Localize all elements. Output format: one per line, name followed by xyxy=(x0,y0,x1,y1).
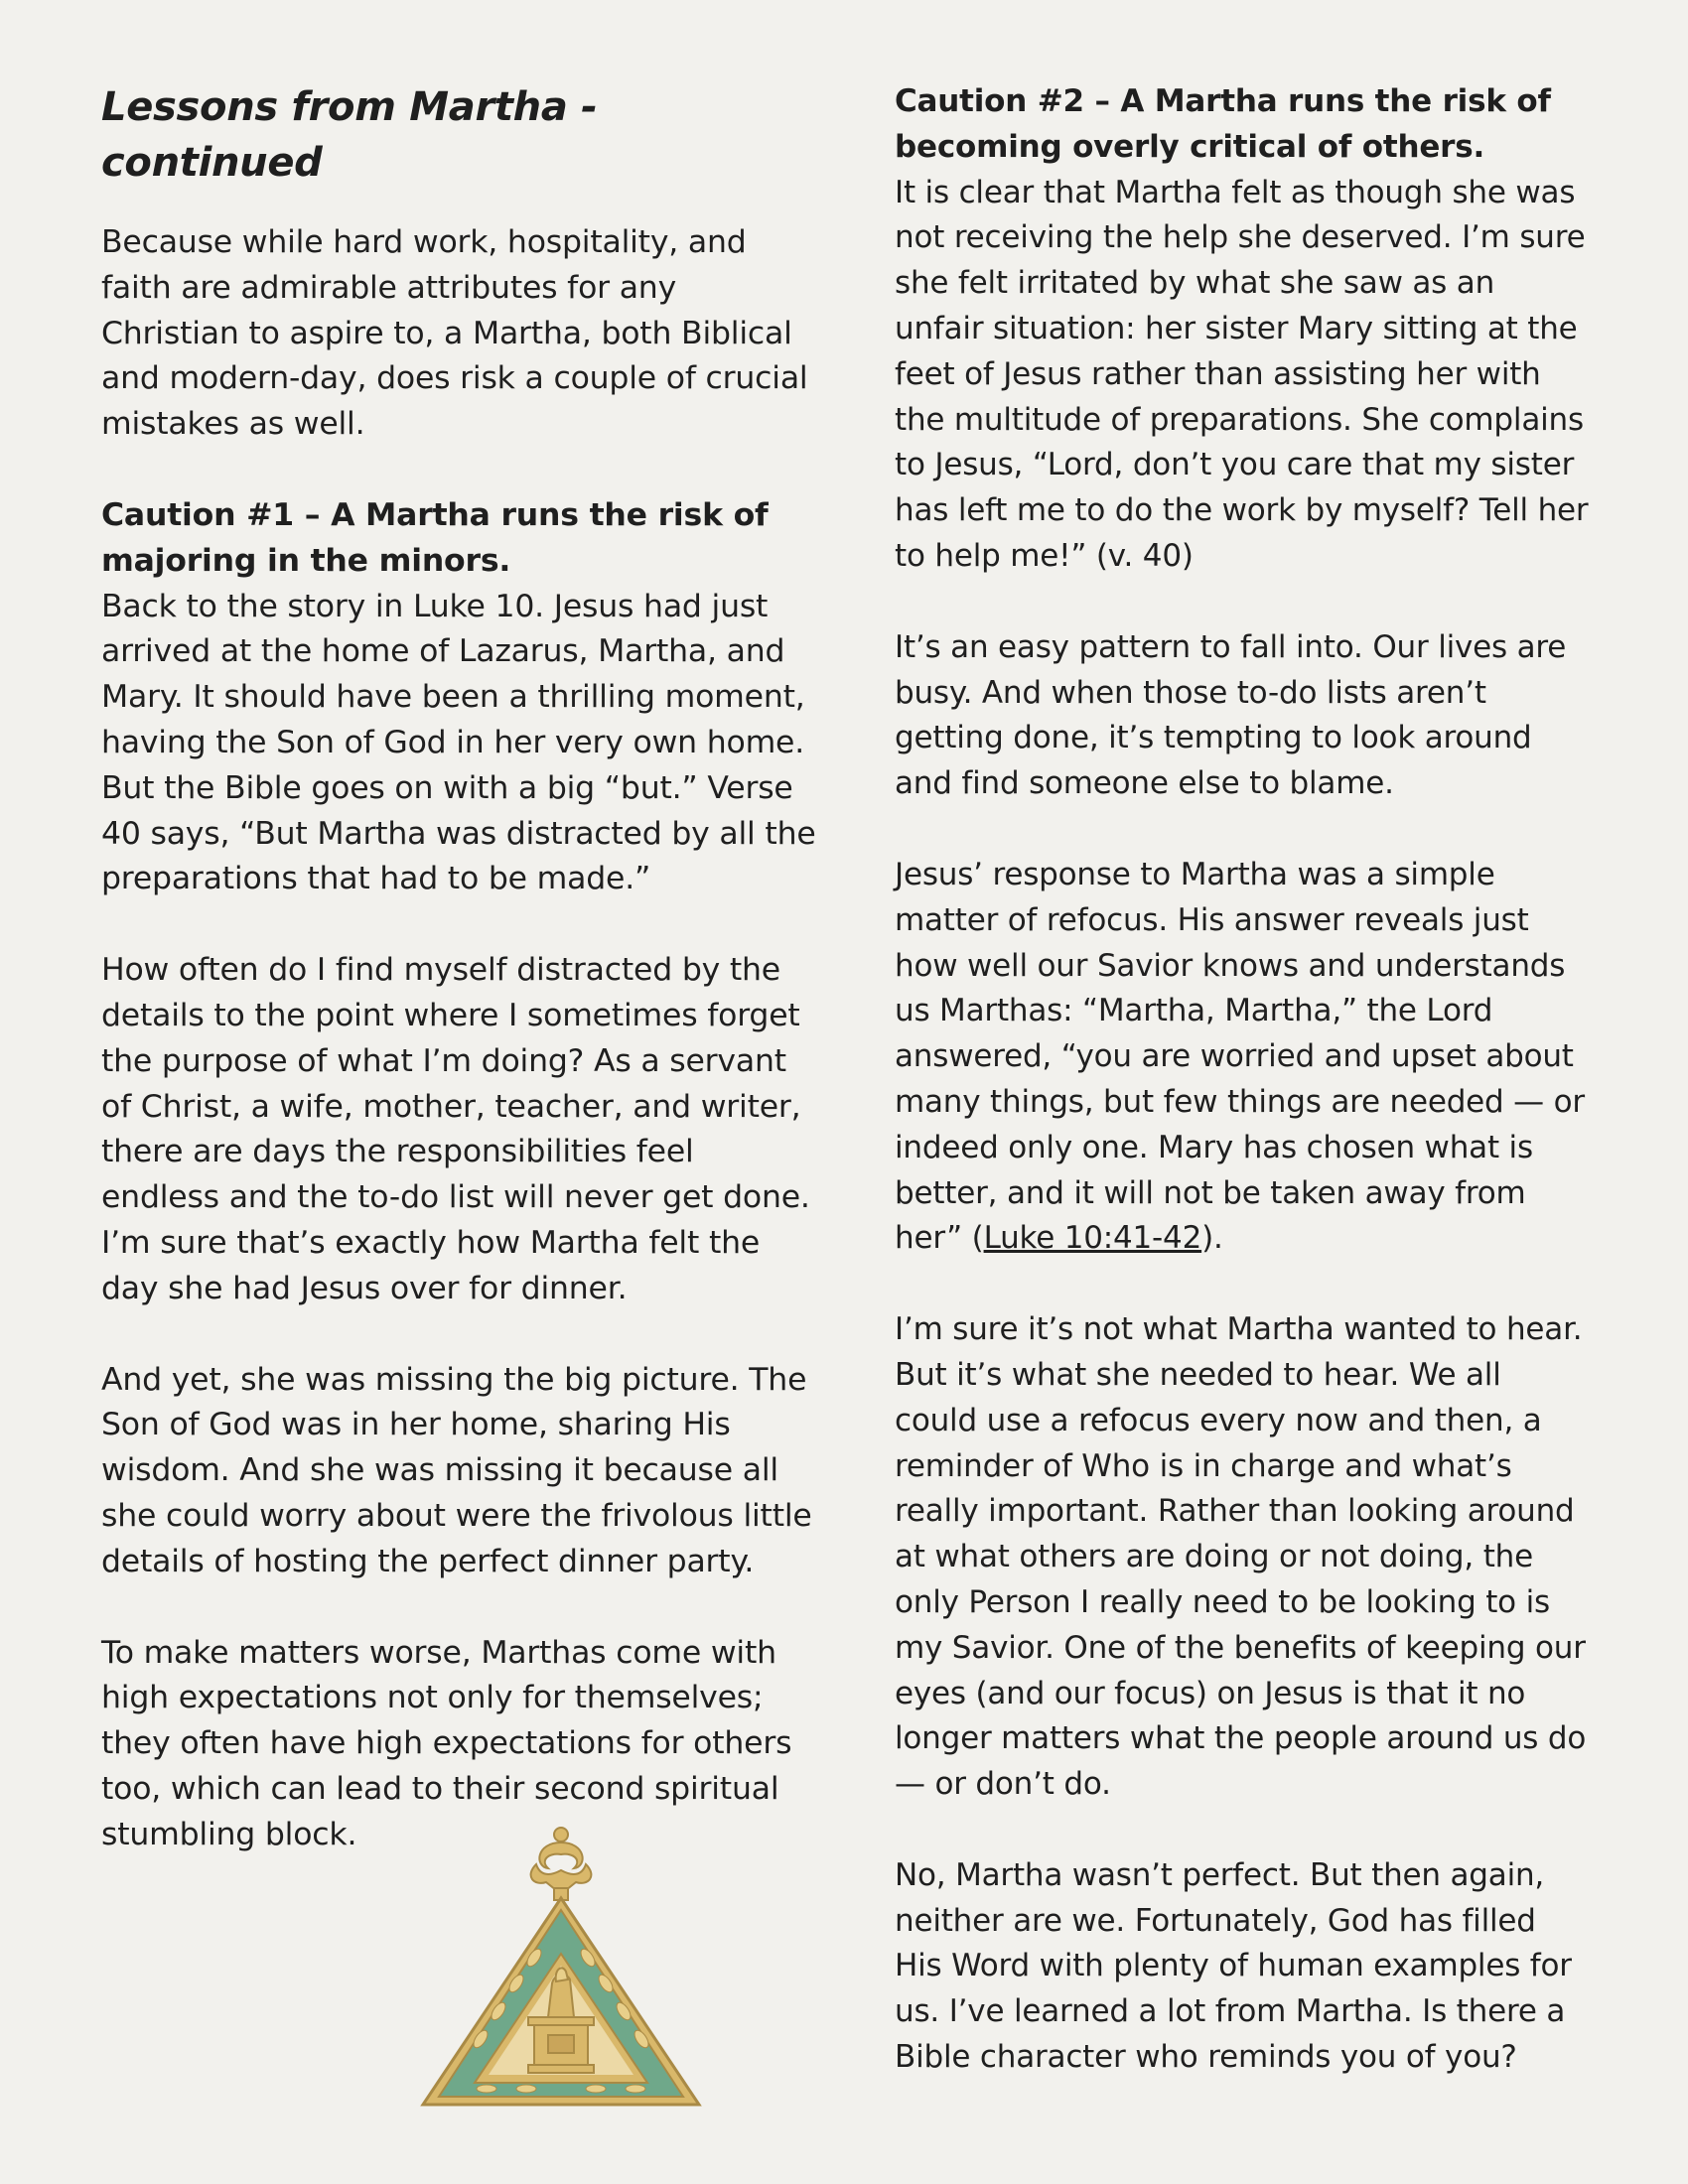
left-column xyxy=(101,79,816,1904)
right-paragraph-5: No, Martha wasn’t perfect. But then again, neither are we. Fortunately, God has filled His Word with plenty of human examples for us. I’ve learned a lot from Martha. Is there a Bible character who reminds you of you? xyxy=(895,1856,1572,2076)
caution-1-section xyxy=(101,493,816,902)
caution-2-section xyxy=(895,79,1590,580)
right-paragraph-2: It’s an easy pattern to fall into. Our lives are busy. And when those to-do lists aren’t getting done, it’s tempting to look around and find someone else to blame. xyxy=(895,628,1567,802)
intro-paragraph: Because while hard work, hospitality, and faith are admirable attributes for any Christian to aspire to, a Martha, both Biblical and modern-day, does risk a couple of crucial mistakes as well. xyxy=(101,224,808,443)
caution-2-heading: Caution #2 – A Martha runs the risk of becoming overly critical of others. xyxy=(895,83,1551,165)
right-paragraph-3-end: ). xyxy=(1201,1220,1223,1257)
left-paragraph-5: To make matters worse, Marthas come with high expectations not only for themselves; they often have high expectations for others too, which can lead to their second spiritual stumbling block. xyxy=(101,1634,792,1852)
caution-2-body: It is clear that Martha felt as though she was not receiving the help she deserved. I’m sure she felt irritated by what she saw as an unfair situation: her sister Mary sitting at the feet of Jesus rather than assisting her with the multitude of preparations. She complains to Jesus, “Lord, don’t you care that my sister has left me to do the work by myself? Tell her to help me!” (v. 40) xyxy=(895,174,1589,574)
caution-1-heading: Caution #1 – A Martha runs the risk of majoring in the minors. xyxy=(101,496,769,579)
right-paragraph-3-text: Jesus’ response to Martha was a simple matter of refocus. His answer reveals just how well our Savior knows and understands us Marthas: “Martha, Martha,” the Lord answered, “you are worried and upset about many things, but few things are needed — or indeed only one. Mary has chosen what is better, and it will not be taken away from her” ( xyxy=(895,856,1585,1257)
right-paragraph-3 xyxy=(895,853,1590,1262)
right-column xyxy=(895,79,1590,2126)
left-paragraph-3: How often do I find myself distracted by the details to the point where I sometimes forget the purpose of what I’m doing? As a servant of Christ, a wife, mother, teacher, and writer, there are days the responsibilities feel endless and the to-do list will never get done. I’m sure that’s exactly how Martha felt the day she had Jesus over for dinner. xyxy=(101,952,810,1306)
left-paragraph-4: And yet, she was missing the big picture. The Son of God was in her home, sharing His wisdom. And she was missing it because all she could worry about were the frivolous little details of hosting the perfect dinner party. xyxy=(101,1361,812,1579)
page-title: Lessons from Martha - continued xyxy=(101,84,598,186)
triangle-altar-emblem-icon xyxy=(417,1825,705,2113)
luke-reference-link[interactable]: Luke 10:41-42 xyxy=(983,1220,1202,1257)
caution-1-body: Back to the story in Luke 10. Jesus had just arrived at the home of Lazarus, Martha, and Mary. It should have been a thrilling moment, having the Son of God in her very own home. But the Bible goes on with a big “but.” Verse 40 says, “But Martha was distracted by all the preparations that had to be made.” xyxy=(101,588,816,897)
right-paragraph-4: I’m sure it’s not what Martha wanted to hear. But it’s what she needed to hear. We all could use a refocus every now and then, a reminder of Who is in charge and what’s really important. Rather than looking around at what others are doing or not doing, the only Person I really need to be looking to is my Savior. One of the benefits of keeping our eyes (and our focus) on Jesus is that it no longer matters what the people around us do — or don’t do. xyxy=(895,1311,1587,1803)
